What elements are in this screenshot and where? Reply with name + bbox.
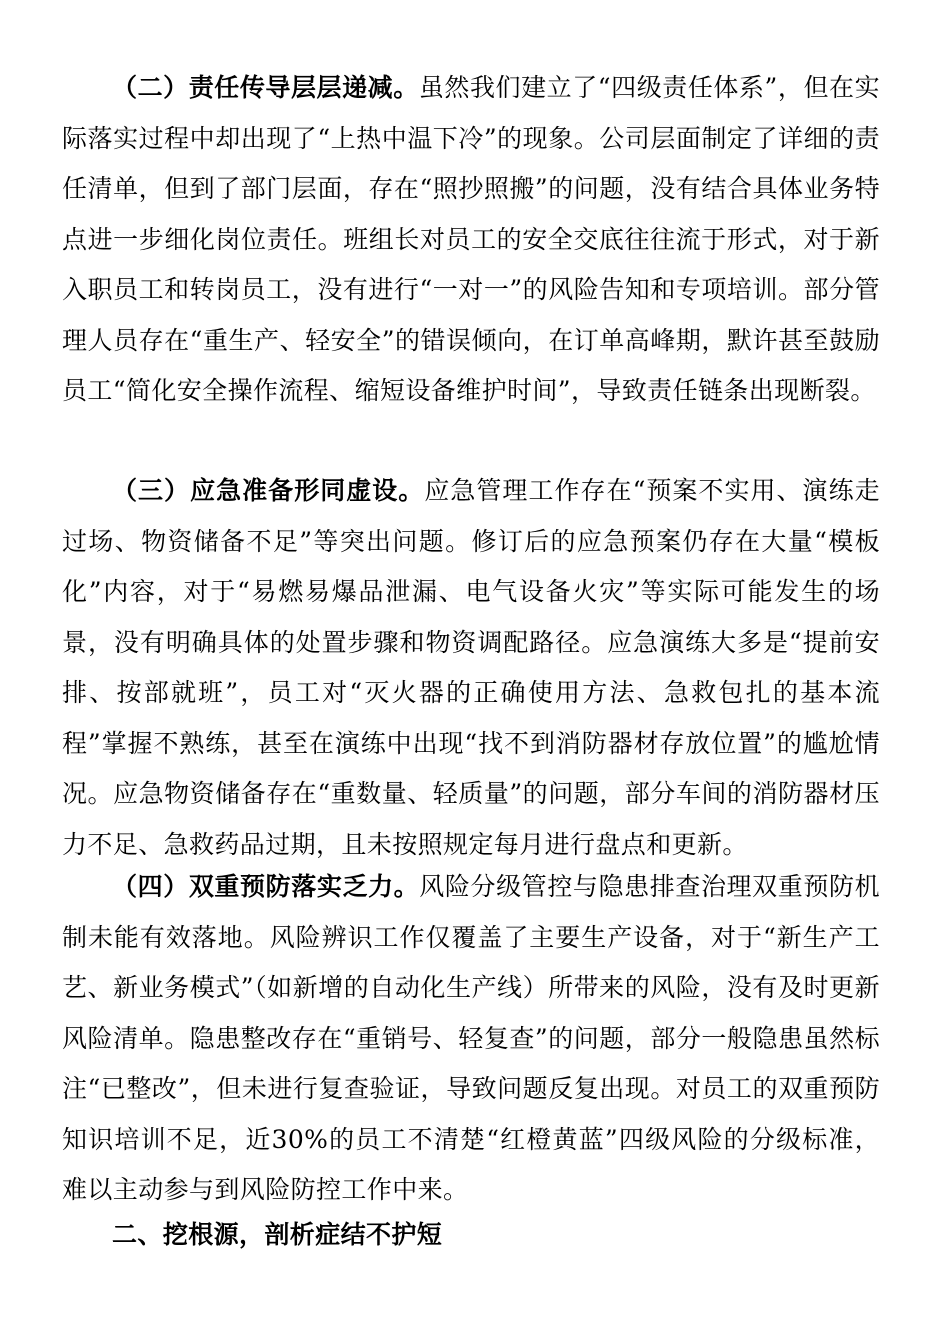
paragraph-lead: （三）应急准备形同虚设。 (112, 476, 425, 505)
paragraph-body: 应急管理工作存在“预案不实用、演练走过场、物资储备不足”等突出问题。修订后的应急预案仍存在大量“模板化”内容，对于“易燃易爆品泄漏、电气设备火灾”等实际可能发生的场景，没有明确具体的处置步骤和物资调配路径。应急演练大多是“提前安排、按部就班”，员工对“灭火器的正确使用方法、急救包扎的基本流程”掌握不熟练，甚至在演练中出现“找不到消防器材存放位置”的尴尬情况。应急物资储备存在“重数量、轻质量”的问题，部分车间的消防器材压力不足、急救药品过期，且未按照规定每月进行盘点和更新。 (62, 476, 880, 859)
paragraph-emergency (62, 466, 880, 870)
paragraph-responsibility (62, 63, 880, 417)
section-heading: 二、挖根源，剖析症结不护短 (112, 1220, 443, 1249)
paragraph-body: 风险分级管控与隐患排查治理双重预防机制未能有效落地。风险辨识工作仅覆盖了主要生产设备，对于“新生产工艺、新业务模式”（如新增的自动化生产线）所带来的风险，没有及时更新风险清单。隐患整改存在“重销号、轻复查”的问题，部分一般隐患虽然标注“已整改”，但未进行复查验证，导致问题反复出现。对员工的双重预防知识培训不足，近30%的员工不清楚“红橙黄蓝”四级风险的分级标准，难以主动参与到风险防控工作中来。 (62, 872, 880, 1204)
paragraph-lead: （二）责任传导层层递减。 (112, 73, 419, 102)
paragraph-lead: （四）双重预防落实乏力。 (112, 872, 420, 901)
paragraph-body: 虽然我们建立了“四级责任体系”，但在实际落实过程中却出现了“上热中温下冷”的现象。公司层面制定了详细的责任清单，但到了部门层面，存在“照抄照搬”的问题，没有结合具体业务特点进一步细化岗位责任。班组长对员工的安全交底往往流于形式，对于新入职员工和转岗员工，没有进行“一对一”的风险告知和专项培训。部分管理人员存在“重生产、轻安全”的错误倾向，在订单高峰期，默许甚至鼓励员工“简化安全操作流程、缩短设备维护时间”，导致责任链条出现断裂。 (62, 73, 880, 405)
paragraph-dual-prevention (62, 862, 880, 1216)
